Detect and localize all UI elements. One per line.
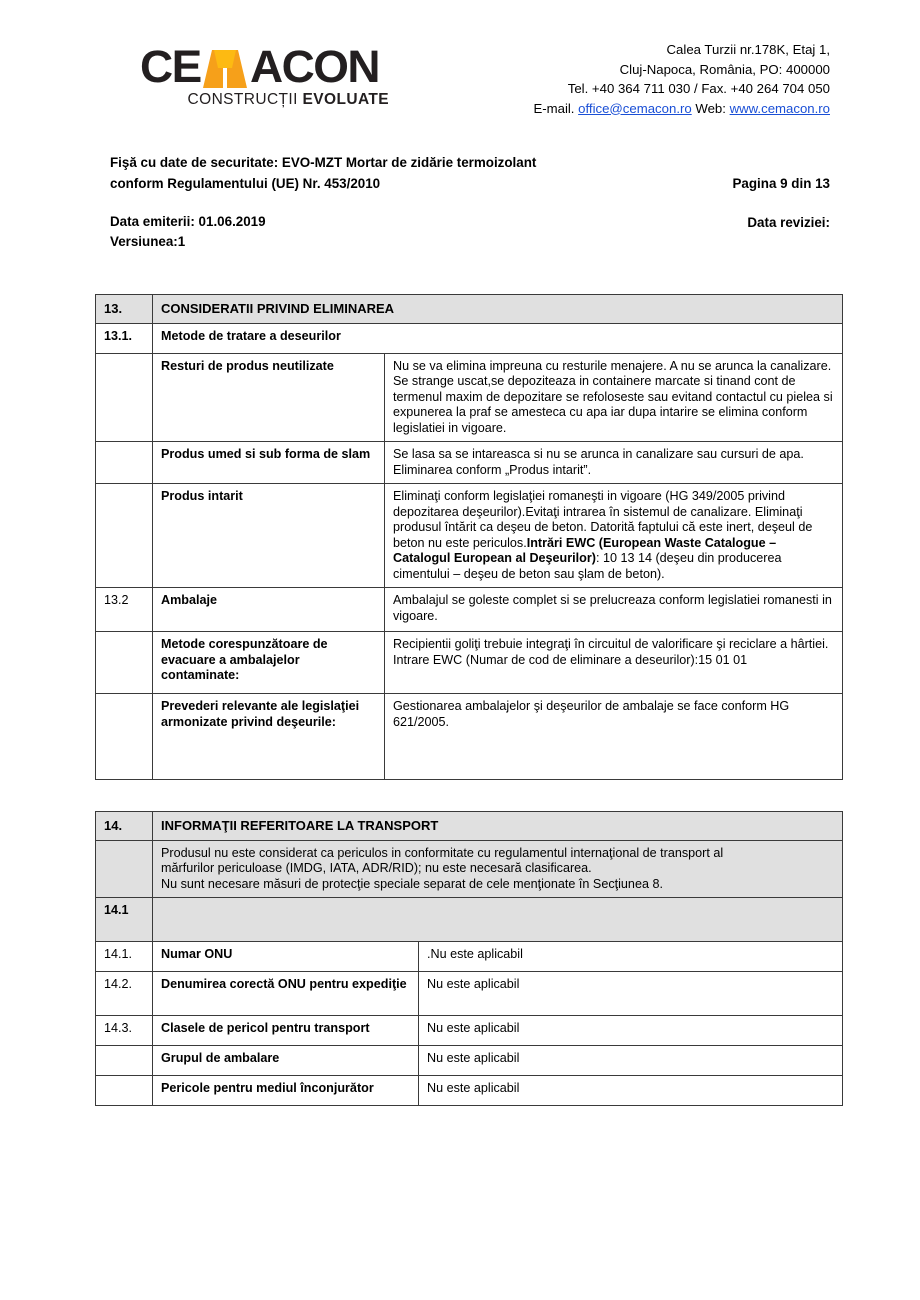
table-row (96, 1046, 843, 1076)
row-label: Ambalaje (153, 588, 385, 632)
row-value-p1: Eliminaţi conform legislaţiei romaneşti in vigoare (HG 349/2005 privind depozitarea deşeurilor). (393, 489, 785, 519)
section-14-number: 14. (96, 812, 153, 841)
row-value-p2: Evitaţi intrarea în sistemul de canalizare. Eliminaţi produsul întărit ca deşeu de beton. Datorită faptului că este inert, deşeul de beton nu este periculos. (393, 504, 813, 550)
row-label: Resturi de produs neutilizate (153, 353, 385, 442)
table-row (96, 588, 843, 632)
table-row (96, 442, 843, 484)
row-number (96, 840, 153, 898)
row-label: Clasele de pericol pentru transport (153, 1016, 419, 1046)
section-14-intro-row (96, 840, 843, 898)
section-14-intro (153, 840, 843, 898)
table-row (96, 898, 843, 942)
row-value: Nu este aplicabil (419, 1016, 843, 1046)
section-14-title: INFORMAŢII REFERITOARE LA TRANSPORT (153, 812, 843, 841)
document-title-line2: conform Regulamentului (UE) Nr. 453/2010 (110, 176, 381, 191)
section-13-number: 13. (96, 295, 153, 324)
row-label (153, 898, 843, 942)
row-label: Denumirea corectă ONU pentru expediţie (153, 972, 419, 1016)
row-value-p3: : 10 13 14 (deşeu din producerea cimentului – deşeu de beton sau şlam de beton). (393, 551, 782, 581)
website-link[interactable]: www.cemacon.ro (729, 100, 830, 116)
intro-line3: Nu sunt necesare măsuri de protecţie speciale separat de cele menţionate în Secţiunea 8. (161, 876, 663, 891)
issue-info (110, 212, 266, 252)
section-13-title: CONSIDERATII PRIVIND ELIMINAREA (153, 295, 843, 324)
row-number (96, 353, 153, 442)
row-label: Numar ONU (153, 942, 419, 972)
contact-address-line1: Calea Turzii nr.178K, Etaj 1, (666, 42, 830, 57)
logo-wordmark (140, 41, 390, 92)
date-row (110, 212, 830, 252)
row-number: 13.2 (96, 588, 153, 632)
row-value: .Nu este aplicabil (419, 942, 843, 972)
row-number (96, 442, 153, 484)
table-row (96, 353, 843, 442)
section-13-header-row (96, 295, 843, 324)
intro-line2: mărfurilor periculoase (IMDG, IATA, ADR/RID); nu este necesară clasificarea. (161, 861, 592, 875)
table-row (96, 1076, 843, 1106)
row-number: 13.1. (96, 323, 153, 353)
table-row (96, 484, 843, 588)
row-value: Nu este aplicabil (419, 972, 843, 1016)
contact-phone: Tel. +40 364 711 030 / Fax. +40 264 704 050 (567, 81, 830, 96)
row-number: 14.2. (96, 972, 153, 1016)
row-label: Metode corespunzătoare de evacuare a ambalajelor contaminate: (153, 632, 385, 694)
table-row (96, 694, 843, 780)
contact-email-web (533, 99, 830, 119)
table-row (96, 1016, 843, 1046)
row-value-bold: Intrări EWC (European Waste Catalogue – Catalogul European al Deşeurilor) (393, 535, 777, 565)
row-label: Pericole pentru mediul înconjurător (153, 1076, 419, 1106)
row-label: Produs intarit (153, 484, 385, 588)
row-value: Nu este aplicabil (419, 1046, 843, 1076)
row-number: 14.1 (96, 898, 153, 942)
logo-m-icon (201, 48, 249, 88)
table-row (96, 323, 843, 353)
logo-tagline-light: CONSTRUCȚII (187, 91, 303, 108)
row-number (96, 632, 153, 694)
intro-line1: Produsul nu este considerat ca periculos in conformitate cu regulamentul internaţional de transport al (161, 845, 724, 860)
email-label: E-mail. (533, 100, 579, 116)
logo-tagline (140, 91, 390, 109)
row-value: Se lasa sa se intareasca si nu se arunca in canalizare sau cursuri de apa. Eliminarea conform „Produs intarit”. (385, 442, 843, 484)
contact-address-line2: Cluj-Napoca, România, PO: 400000 (619, 61, 830, 77)
row-label: Grupul de ambalare (153, 1046, 419, 1076)
table-row (96, 942, 843, 972)
revision-date: Data reviziei: (747, 215, 830, 230)
row-number (96, 1046, 153, 1076)
row-number (96, 1076, 153, 1106)
email-link[interactable]: office@cemacon.ro (578, 100, 692, 116)
table-row (96, 632, 843, 694)
row-label: Metode de tratare a deseurilor (153, 323, 843, 353)
row-value: Nu se va elimina impreuna cu resturile menajere. A nu se arunca la canalizare. Se strange uscat,se depoziteaza in containere marcate si tinand cont de termenul maxim de depozitare se refoloseste sau evitand contactul cu pielea si expunerea la praf se amesteca cu apa iar dupa intarire se elimina conform legislatiei in vigoare. (385, 353, 843, 442)
row-value: Ambalajul se goleste complet si se prelucreaza conform legislatiei romanesti in vigoare. (385, 588, 843, 632)
row-number (96, 484, 153, 588)
page-indicator: Pagina 9 din 13 (732, 176, 830, 191)
version: Versiunea:1 (110, 234, 186, 249)
page-header (0, 0, 920, 130)
row-label: Prevederi relevante ale legislaţiei armonizate privind deşeurile: (153, 694, 385, 780)
web-label: Web: (691, 100, 730, 116)
section-14-table (95, 811, 843, 1106)
row-value: Recipientii goliţi trebuie integraţi în circuitul de valorificare şi reciclare a hârtiei. Intrare EWC (Numar de cod de eliminare a deseurilor):15 01 01 (385, 632, 843, 694)
contact-info (533, 30, 830, 118)
row-value: Gestionarea ambalajelor şi deşeurilor de ambalaje se face conform HG 621/2005. (385, 694, 843, 780)
row-number: 14.3. (96, 1016, 153, 1046)
row-value: Nu este aplicabil (419, 1076, 843, 1106)
title-row (110, 152, 830, 194)
logo-text-left: CE (140, 41, 201, 92)
section-14-header-row (96, 812, 843, 841)
document-title-block (0, 130, 920, 252)
row-label: Produs umed si sub forma de slam (153, 442, 385, 484)
document-title-line1: Fişă cu date de securitate: EVO-MZT Mortar de zidărie termoizolant (110, 155, 537, 170)
logo-text-right: ACON (249, 41, 379, 92)
cemacon-logo (140, 30, 390, 109)
table-row (96, 972, 843, 1016)
row-number (96, 694, 153, 780)
row-number: 14.1. (96, 942, 153, 972)
issue-date: Data emiterii: 01.06.2019 (110, 214, 266, 229)
logo-tagline-bold: EVOLUATE (302, 91, 389, 108)
row-value (385, 484, 843, 588)
section-13-table (95, 294, 843, 780)
document-title (110, 152, 536, 194)
